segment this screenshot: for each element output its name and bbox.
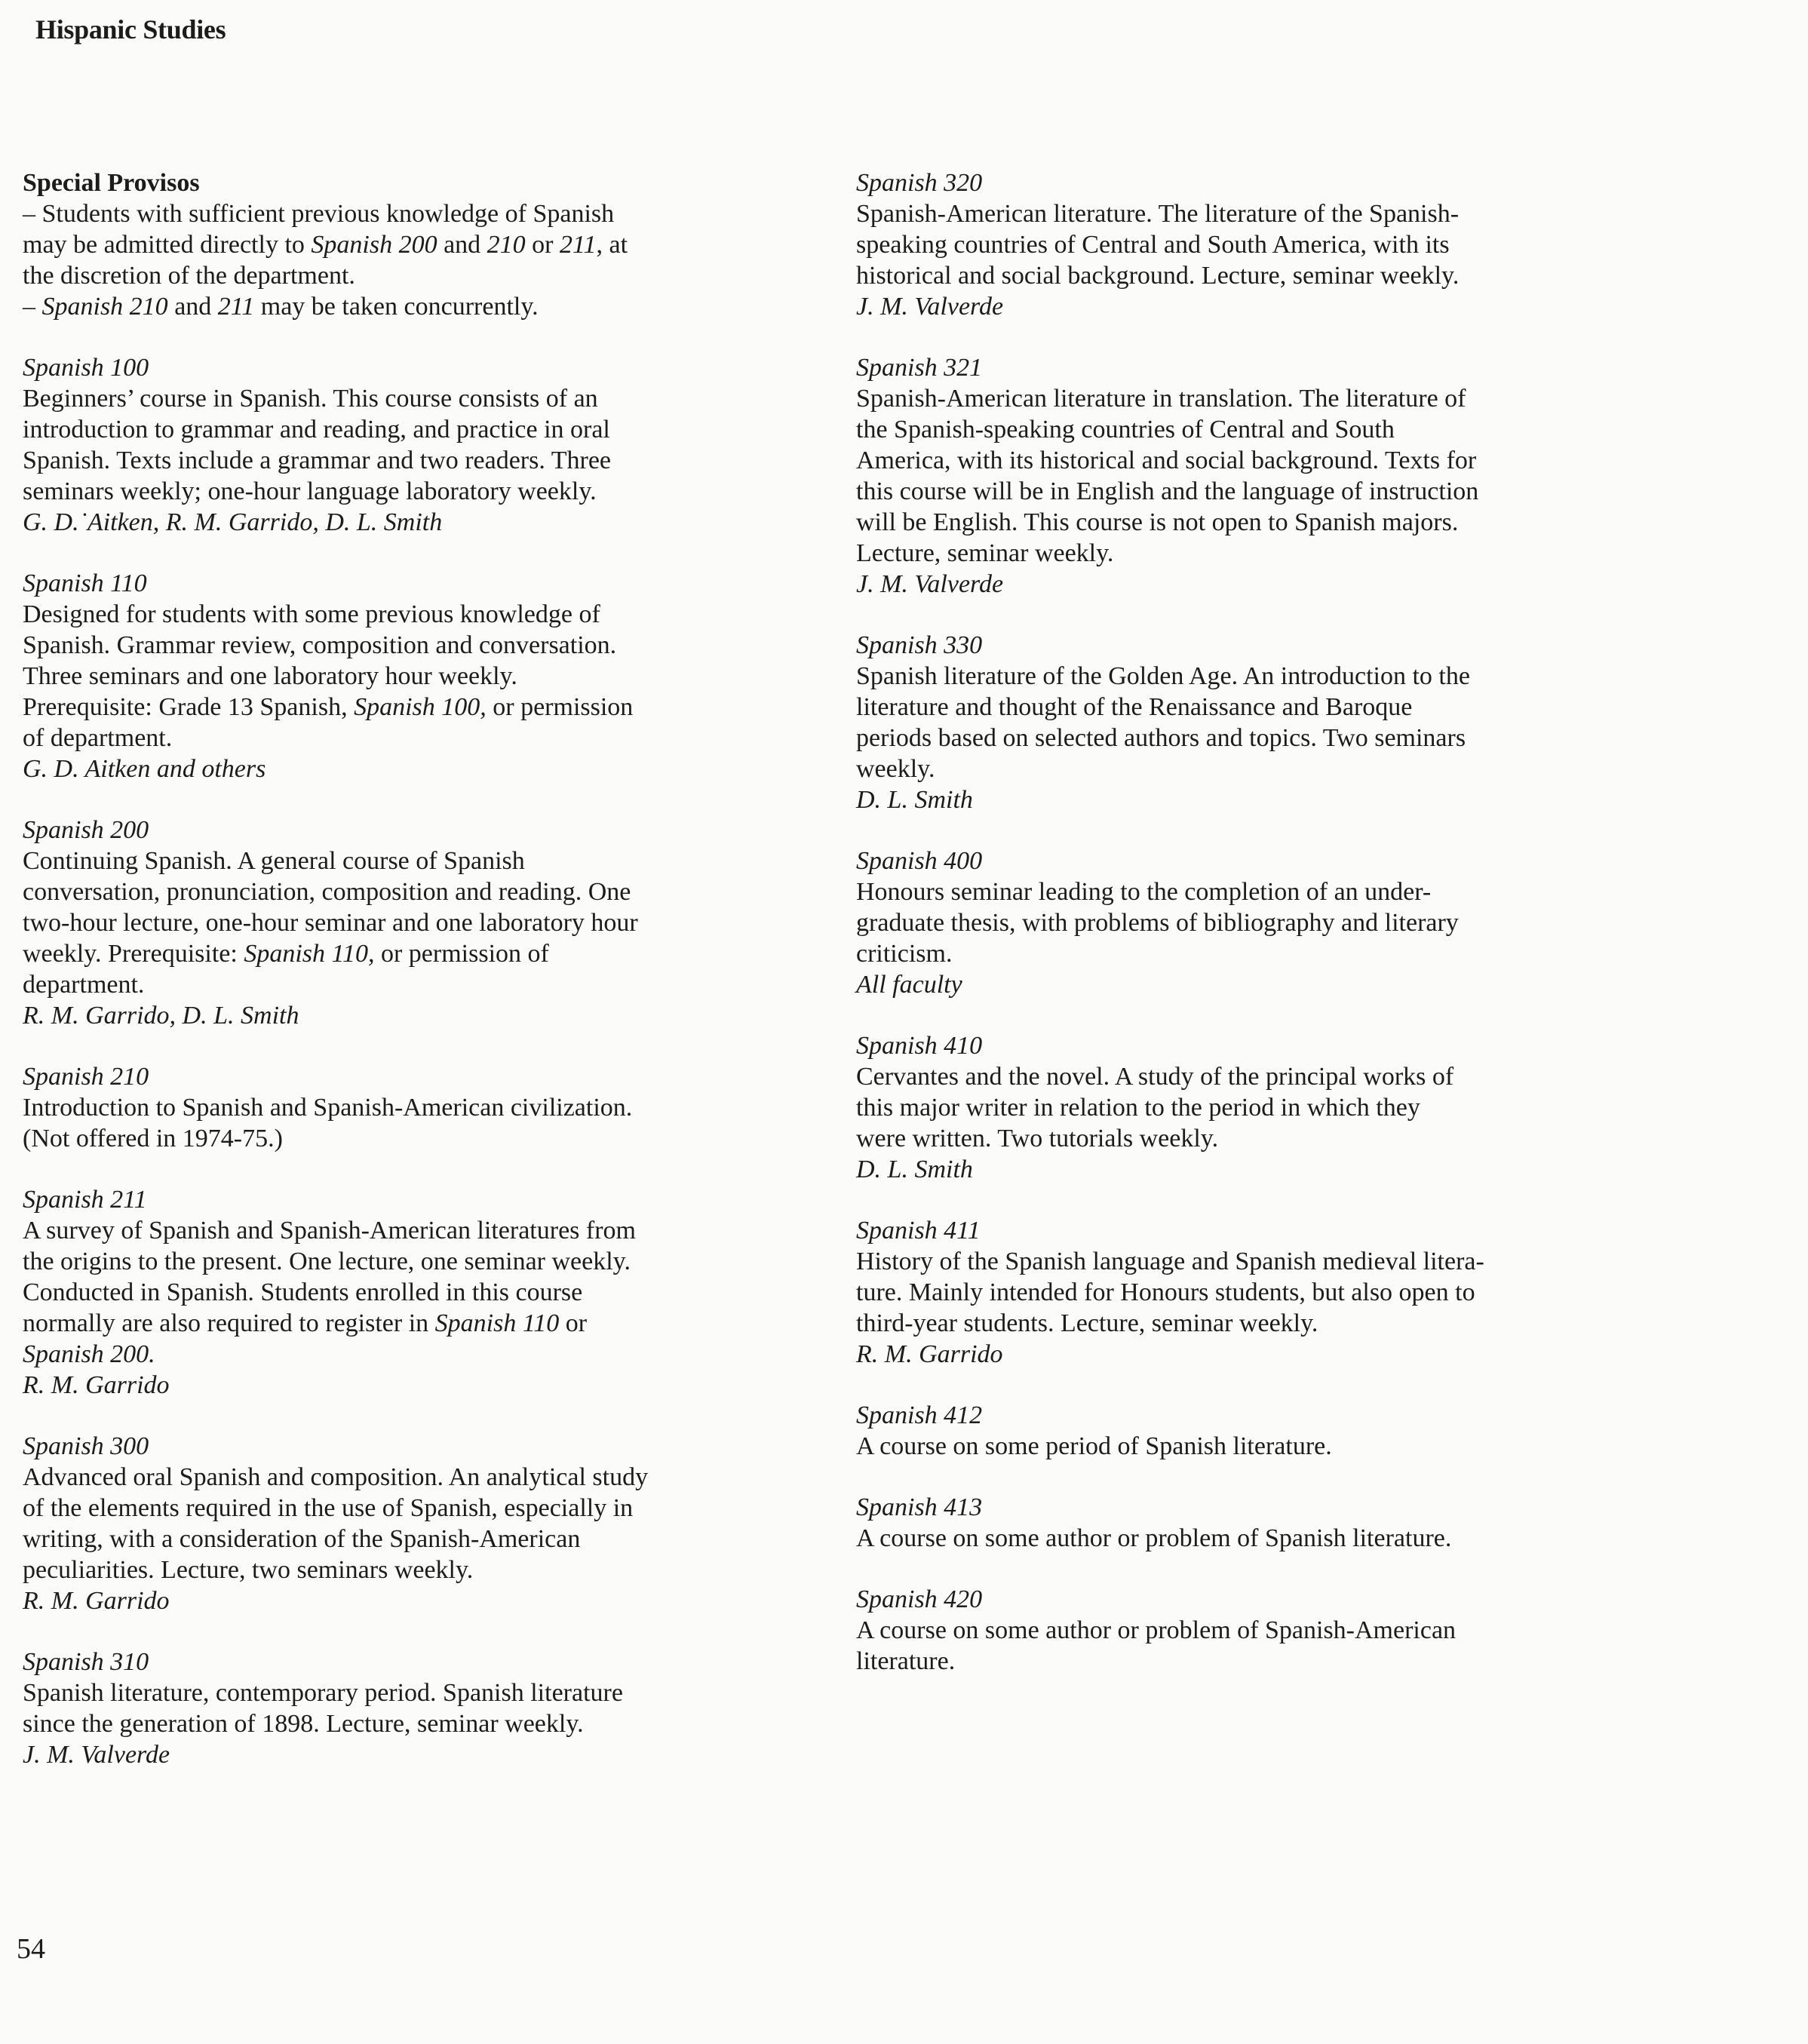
course-entry	[856, 1030, 1618, 1185]
course-description	[23, 599, 784, 753]
text-run: A course on some period of Spanish literature.	[856, 1432, 1332, 1460]
course-description	[856, 198, 1618, 291]
course-entry	[856, 1584, 1618, 1677]
page-number: 54	[17, 1933, 45, 1965]
course-code: Spanish 310	[23, 1648, 149, 1676]
text-run: –	[23, 293, 42, 321]
course-entry	[856, 630, 1618, 815]
course-instructors: J. M. Valverde	[856, 293, 1004, 321]
text-run: , at the discretion of the department.	[23, 231, 628, 290]
course-instructors: J. M. Valverde	[856, 570, 1004, 598]
italic-text: Spanish 100,	[354, 693, 487, 721]
course-code: Spanish 300	[23, 1432, 149, 1460]
text-run: and	[167, 293, 218, 321]
italic-text: 211	[560, 231, 597, 259]
course-description	[856, 1246, 1618, 1339]
text-run: Designed for students with some previous knowledge of Spanish. Grammar review, composition and conversation. Three seminars and one laboratory hour weekly. Prerequisite: Grade 13 Spanish,	[23, 600, 617, 721]
course-instructors: All faculty	[856, 971, 962, 999]
course-code: Spanish 110	[23, 569, 147, 597]
left-column	[23, 167, 784, 1800]
course-instructors: R. M. Garrido	[856, 1340, 1003, 1368]
course-entry	[856, 167, 1618, 322]
italic-text: Spanish 110,	[244, 940, 375, 968]
text-run: A course on some author or problem of Spanish literature.	[856, 1524, 1452, 1552]
course-description	[23, 1215, 784, 1370]
course-instructors: R. M. Garrido, D. L. Smith	[23, 1002, 299, 1030]
course-code: Spanish 410	[856, 1032, 983, 1060]
course-code: Spanish 413	[856, 1493, 983, 1521]
italic-text: 211	[217, 293, 255, 321]
right-column	[856, 167, 1618, 1707]
course-entry	[856, 1492, 1618, 1554]
course-description	[856, 661, 1618, 784]
text-run: Spanish-American literature in translation. The literature of the Spanish-speaking countries of Central and South America, with its historical and social background. Texts for this course will be in English and the language of instruction will be English. This course is not open to Spanish majors. Lecture, seminar weekly.	[856, 385, 1479, 567]
text-run: or permission of department.	[23, 693, 634, 752]
course-entry	[23, 1061, 784, 1154]
course-description	[23, 846, 784, 1000]
course-code: Spanish 100	[23, 354, 149, 382]
course-entry	[23, 568, 784, 784]
course-code: Spanish 210	[23, 1063, 149, 1091]
text-run: or	[525, 231, 560, 259]
special-provisos-heading: Special Provisos	[23, 169, 200, 197]
course-description	[23, 1462, 784, 1585]
course-description	[856, 876, 1618, 969]
text-run: A survey of Spanish and Spanish-American literatures from the origins to the present. One lecture, one seminar weekly. Conducted in Spanish. Students enrolled in this course normally are also required to register in	[23, 1217, 636, 1337]
course-code: Spanish 320	[856, 169, 983, 197]
course-code: Spanish 412	[856, 1401, 983, 1429]
text-run: or permission of department.	[23, 940, 549, 999]
text-run: Honours seminar leading to the completion of an under- graduate thesis, with problems of bibliography and literary criticism.	[856, 878, 1459, 968]
course-description	[856, 1061, 1618, 1154]
text-run: – Students with sufficient previous knowledge of Spanish may be admitted directly to	[23, 200, 615, 259]
course-instructors: R. M. Garrido	[23, 1587, 170, 1615]
course-instructors: D. L. Smith	[856, 1156, 973, 1183]
text-run: Advanced oral Spanish and composition. An analytical study of the elements required in the use of Spanish, especially in writing, with a consideration of the Spanish-American peculiarities. Lecture, two seminars weekly.	[23, 1463, 649, 1584]
course-code: Spanish 420	[856, 1585, 983, 1613]
proviso-item	[23, 291, 784, 322]
text-run: A course on some author or problem of Spanish-American literature.	[856, 1616, 1457, 1675]
italic-text: 210	[487, 231, 526, 259]
course-description	[856, 1431, 1618, 1462]
text-run: Spanish-American literature. The literature of the Spanish- speaking countries of Central and South America, with its historical and social background. Lecture, seminar weekly.	[856, 200, 1460, 290]
italic-text: Spanish 210	[41, 293, 168, 321]
left-course-list	[23, 352, 784, 1770]
italic-text: Spanish 200.	[23, 1340, 155, 1368]
text-run: Spanish literature of the Golden Age. An introduction to the literature and thought of the Renaissance and Baroque periods based on selected authors and topics. Two seminars weekly.	[856, 662, 1470, 783]
proviso-item	[23, 198, 784, 291]
italic-text: Spanish 200	[311, 231, 437, 259]
special-provisos	[23, 167, 784, 322]
course-instructors: J. M. Valverde	[23, 1741, 170, 1769]
course-description	[856, 1523, 1618, 1554]
page-title: Hispanic Studies	[35, 14, 226, 45]
course-instructors: D. L. Smith	[856, 786, 973, 814]
course-code: Spanish 400	[856, 847, 983, 875]
course-entry	[23, 815, 784, 1031]
text-run: Introduction to Spanish and Spanish-American civilization. (Not offered in 1974-75.)	[23, 1094, 633, 1152]
text-run: or	[565, 1309, 588, 1337]
course-entry	[23, 1647, 784, 1770]
course-description	[856, 1615, 1618, 1677]
course-instructors: G. D. Aitken and others	[23, 755, 266, 783]
text-run: History of the Spanish language and Spanish medieval litera- ture. Mainly intended for Honours students, but also open to third-year students. Lecture, seminar weekly.	[856, 1248, 1484, 1337]
course-description	[23, 1092, 784, 1154]
course-code: Spanish 411	[856, 1217, 981, 1245]
course-code: Spanish 211	[23, 1186, 147, 1214]
course-entry	[23, 352, 784, 538]
course-entry	[23, 1184, 784, 1401]
course-instructors: R. M. Garrido	[23, 1371, 170, 1399]
italic-text: Spanish 110	[434, 1309, 560, 1337]
course-code: Spanish 321	[856, 354, 983, 382]
course-description	[23, 383, 784, 507]
course-description	[23, 1677, 784, 1739]
text-run: Cervantes and the novel. A study of the principal works of this major writer in relation to the period in which they were written. Two tutorials weekly.	[856, 1063, 1454, 1152]
text-run: Spanish literature, contemporary period. Spanish literature since the generation of 1898. Lecture, seminar weekly.	[23, 1679, 623, 1738]
course-description	[856, 383, 1618, 569]
course-entry	[856, 1400, 1618, 1462]
course-code: Spanish 200	[23, 816, 149, 844]
course-entry	[856, 1215, 1618, 1370]
course-instructors: G. D.˙Aitken, R. M. Garrido, D. L. Smith	[23, 508, 443, 536]
text-run: may be taken concurrently.	[254, 293, 539, 321]
course-entry	[856, 846, 1618, 1000]
text-run: Continuing Spanish. A general course of Spanish conversation, pronunciation, composition and reading. One two-hour lecture, one-hour seminar and one laboratory hour weekly. Prerequisite:	[23, 847, 638, 968]
text-run: and	[437, 231, 487, 259]
course-code: Spanish 330	[856, 631, 983, 659]
course-entry	[856, 352, 1618, 600]
course-entry	[23, 1431, 784, 1616]
text-run: Beginners’ course in Spanish. This course consists of an introduction to grammar and reading, and practice in oral Spanish. Texts include a grammar and two readers. Three seminars weekly; one-hour language laboratory weekly.	[23, 385, 612, 505]
right-course-list	[856, 167, 1618, 1677]
